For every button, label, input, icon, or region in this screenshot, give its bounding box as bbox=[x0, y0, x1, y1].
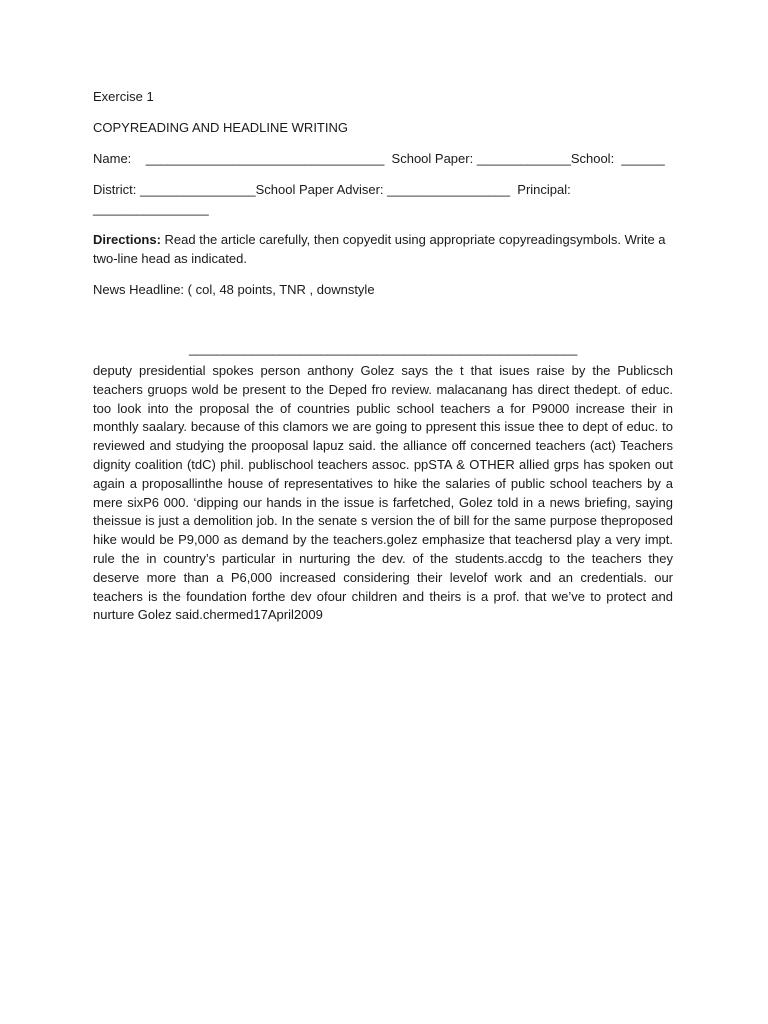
name-school-line: Name: _________________________________ School Paper: _____________School: ______ bbox=[93, 151, 665, 166]
directions-paragraph bbox=[93, 230, 673, 268]
headline-blank-line: ________________________________________________________ bbox=[188, 341, 578, 356]
exercise-title: Exercise 1 bbox=[93, 89, 154, 104]
directions-text: Read the article carefully, then copyedit using appropriate copyreadingsymbols. Write a two-line head as indicated. bbox=[93, 232, 666, 266]
news-headline-spec: News Headline: ( col, 48 points, TNR , downstyle bbox=[93, 282, 375, 297]
article-text: deputy presidential spokes person anthony Golez says the t that isues raise by the Publicsch teachers gruops wold be present to the Deped fro review. malacanang has direct thedept. of educ. too look into the proposal the of countries public school teachers a for P9000 increase their in monthly saalary. because of this clamors we are going to ppresent this issue thee to dept of educ. to reviewed and studying the prooposal lapuz said. the alliance off concerned teachers (act) Teachers dignity coalition (tdC) phil. publischool teachers assoc. ppSTA & OTHER allied grps has spoken out again a proposallinthe house of representatives to hike the salaries of public school teachers by a mere sixP6 000. ‘dipping our hands in the issue is farfetched, Golez told in a news briefing, saying theissue is just a demolition job. In the senate s version the of bill for the same purpose theproposed hike would be P9,000 as demand by the teachers.golez emphasize that teachersd play a very impt. rule the in country’s particular in nurturing the dev. of the students.accdg to the teachers they deserve more than a P6,000 increased considering their levelof work and an credentials. our teachers is the foundation forthe dev ofour children and theirs is a prof. that we’ve to protect and nurture Golez said.chermed17April2009 bbox=[93, 363, 673, 623]
section-title: COPYREADING AND HEADLINE WRITING bbox=[93, 120, 348, 135]
district-adviser-principal-line: District: ________________School Paper Adviser: _________________ Principal: ________________ bbox=[93, 182, 575, 216]
document-content bbox=[93, 87, 673, 625]
directions-label: Directions: bbox=[93, 232, 161, 247]
